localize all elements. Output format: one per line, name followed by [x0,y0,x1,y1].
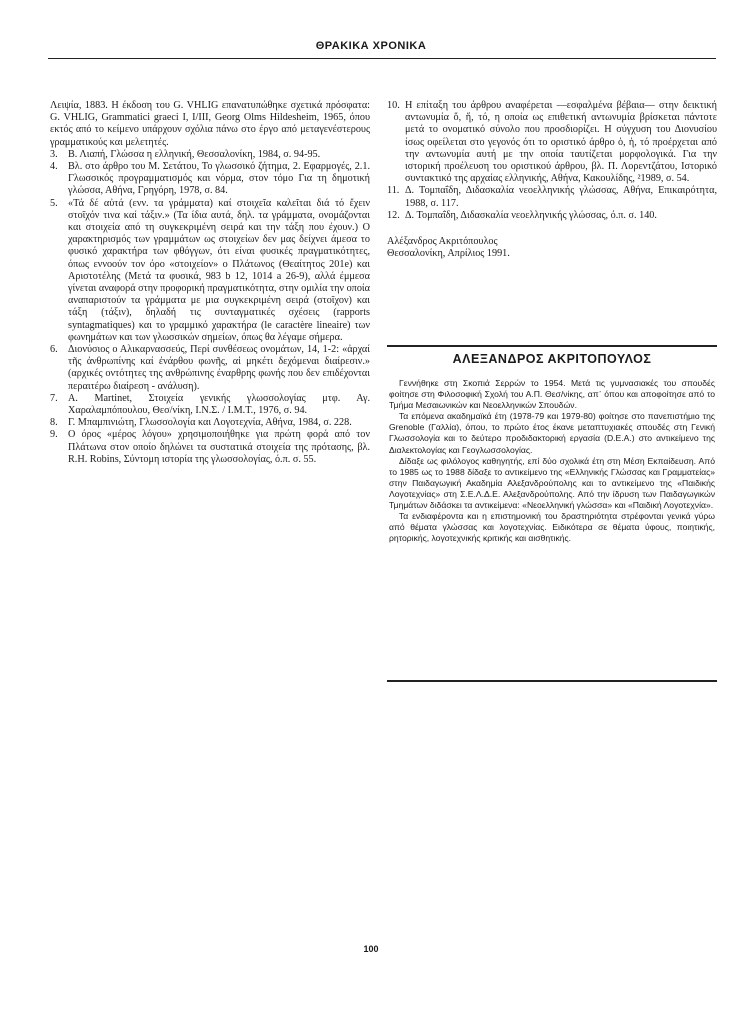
bio-paragraph: Δίδαξε ως φιλόλογος καθηγητής, επί δύο σχολικά έτη στη Μέση Εκπαίδευση. Από το 1985 ως το 1988 δίδαξε το αντικείμενο της «Ελληνικής Γλώσσας και Γραμματείας» στην Παιδαγωγική Ακαδημία Αλεξανδρούπολης και το αντικείμενο της «Παιδικής Λογοτεχνίας» στη Σ.Ε.Λ.Δ.Ε. Αλεξανδρούπολης. Από την ίδρυση των Παιδαγωγικών Τμημάτων διδάσκει τα αντικείμενα: «Νεοελληνική γλώσσα» και «Παιδική Λογοτεχνία». [389,455,715,511]
author-biography [389,378,715,544]
left-notes-list [50,149,370,466]
right-column [387,100,717,260]
footnote-number: 7. [50,392,58,404]
footnote [50,344,370,393]
footnote-number: 5. [50,197,58,209]
left-column [50,100,370,466]
signature-name: Αλέξανδρος Ακριτόπουλος [387,236,498,248]
footnote [50,429,370,466]
footnote [50,149,370,161]
bio-top-rule [387,345,717,347]
footnote-text: Ο όρος «μέρος λόγου» χρησιμοποιήθηκε για πρώτη φορά από τον Πλάτωνα στον οποίο δηλώνει τα συστατικά στοιχεία της πρότασης, βλ. R.H. Robins, Σύντομη ιστορία της γλωσσολογίας, ό.π. σ. 55. [68,429,370,465]
footnote [387,185,717,209]
bio-paragraph: Τα επόμενα ακαδημαϊκά έτη (1978-79 και 1979-80) φοίτησε στο πανεπιστήμιο της Grenoble (Γαλλία), όπου, το πρώτο έτος έκανε μεταπτυχιακές σπουδές στη Γενική Γλωσσολογία και το δεύτερο προδιδακτορική εργασία (D.E.A.) στο αντικείμενο της Διαλεκτολογίας και Γεογλωσσολογίας. [389,411,715,455]
right-notes-list [387,100,717,222]
footnote-text: Β. Λιαπή, Γλώσσα η ελληνική, Θεσσαλονίκη, 1984, σ. 94-95. [68,148,321,160]
footnote-text: Δ. Τομπαΐδη, Διδασκαλία νεοελληνικής γλώσσας, ό.π. σ. 140. [405,209,657,221]
page-number: 100 [363,944,379,954]
footnote-text: Γ. Μπαμπινιώτη, Γλωσσολογία και Λογοτεχνία, Αθήνα, 1984, σ. 228. [68,417,352,429]
footnote-number: 12. [387,209,400,221]
running-header: ΘΡΑΚΙΚΑ ΧΡΟΝΙΚΑ [315,40,427,52]
footnote-text: Βλ. στο άρθρο του Μ. Σετάτου, Το γλωσσικό ζήτημα, 2. Εφαρμογές, 2.1. Γλωσσικός προγραμματισμός και νόρμα, στον τόμο Για τη δημοτική γλώσσα, Αθήνα, Γρηγόρη, 1978, σ. 84. [68,161,370,197]
footnote [387,100,717,185]
bio-paragraph: Τα ενδιαφέροντα και η επιστημονική του δραστηριότητα στρέφονται γενικά γύρω από θέματα γλώσσας και λογοτεχνίας. Ειδικότερα σε θέματα ύφους, ποιητικής, ρητορικής, λογοτεχνικής κριτικής και αισθητικής. [389,511,715,544]
footnote-number: 3. [50,148,58,160]
footnote-text: Δ. Τομπαΐδη, Διδασκαλία νεοελληνικής γλώσσας, Αθήνα, Επικαιρότητα, 1988, σ. 117. [405,185,717,209]
footnote-text: A. Martinet, Στοιχεία γενικής γλωσσολογίας μτφ. Αγ. Χαραλαμπόπουλου, Θεσ/νίκη, Ι.Ν.Σ. / Ι.Μ.Τ., 1976, σ. 94. [68,392,370,417]
footnote [387,210,717,222]
note-continuation: Λειψία, 1883. Η έκδοση του G. VHLIG επανατυπώθηκε σχετικά πρόσφατα: G. VHLIG, Grammatici graeci I, I/III, Georg Olms Hildesheim, 1965, όπου εκτός από το κείμενο υπάρχουν σχόλια πάνω στο έργο από μεταγενέστερους γραμματικούς και μελετητές. [50,100,370,148]
footnote-number: 4. [50,161,58,173]
footnote [50,161,370,198]
bio-title: ΑΛΕΞΑΝΔΡΟΣ ΑΚΡΙΤΟΠΟΥΛΟΣ [452,352,652,366]
footnote-number: 6. [50,344,58,356]
header-rule [48,58,716,59]
bio-bottom-rule [387,680,717,682]
footnote [50,417,370,429]
footnote-text: «Τά δέ αὐτά (ενν. τα γράμματα) καί στοιχεῖα καλεῖται διά τό ἔχειν στοῖχόν τινα καί τάξιν.» (Τα ίδια αυτά, δηλ. τα γράμματα, ονομάζονται και στοιχεία από τη συγκεκριμένη σειρά και την τάξη που έχουν.) Ο χαρακτηρισμός των γραμμάτων ως στοιχείων δεν μας δείχνει άμεσα το φυσικό χαρακτήρα των φθόγγων, ότι είναι φυσικές πραγματικότητες, όπως εννοούν τον όρο «στοιχείον» ο Πλάτωνος (Θεαίτητος 201e) και Αριστοτέλης (Μετά τα φυσικά, 983 b 12, 1014 a 26-9), αλλά έμμεσα γίνεται αναφορά στην προφορική πραγματικότητα, στην ομιλία την οποία αναπαριστούν τα γράμματα με μια συγκεκριμένη σειρά (στοῖχον) και τάξη (τάξιν), δηλαδή τις συνταγματικές σχέσεις (rapports syntagmatiques) και το γραμμικό χαρακτήρα (le caractère lineaire) των φωνημάτων και των γλωσσικών σημείων, όπως θα λέγαμε σήμερα. [68,197,370,343]
footnote-text: Διονύσιος ο Αλικαρνασσεύς, Περί συνθέσεως ονομάτων, 14, 1-2: «ἀρχαί τῆς ἀνθρωπίνης καί ἐνάρθου φωνῆς, αἱ μηκέτι δεχόμεναι διαίρεσιν.» (αρχικές οντότητες της ανθρώπινης έναρθρης φωνής που δεν επιδέχονται περαιτέρω διαίρεση - ανάλυση). [68,344,370,392]
footnote-number: 11. [387,185,400,197]
footnote-number: 10. [387,100,400,111]
footnote [50,393,370,417]
author-signature [387,236,717,260]
bio-paragraph: Γεννήθηκε στη Σκοπιά Σερρών το 1954. Μετά τις γυμνασιακές του σπουδές φοίτησε στη Φιλοσοφική Σχολή του Α.Π. Θεσ/νίκης, απ᾽ όπου και αποφοίτησε από το Τμήμα Μεσαιωνικών και Νεοελληνικών Σπουδών. [389,378,715,411]
footnote-number: 9. [50,429,58,441]
footnote [50,198,370,344]
signature-place-date: Θεσσαλονίκη, Απρίλιος 1991. [387,248,510,260]
footnote-number: 8. [50,417,58,429]
footnote-text: Η επίταξη του άρθρου αναφέρεται —εσφαλμένα βέβαια— στην δεικτική αντωνυμία ὅ, ἥ, τό, η οποία ως επιθετική αντωνυμία βρίσκεται πάντοτε μετά το ονοματικό σύνολο που προσδιορίζει. Η σύγχυση του Διονυσίου ίσως οφείλεται στο γεγονός ότι το οριστικό άρθρο ὁ, ἡ, τό προέρχεται από την αντωνυμία αυτή με την οποία ταυτίζεται μορφολογικά. Για την ιστορική προέλευση του οριστικού άρθρου, βλ. Π. Λορεντζάτου, Ιστορικό συντακτικό της αρχαίας ελληνικής, Αθήνα, Κακουλίδης, ²1989, σ. 54. [405,100,717,185]
